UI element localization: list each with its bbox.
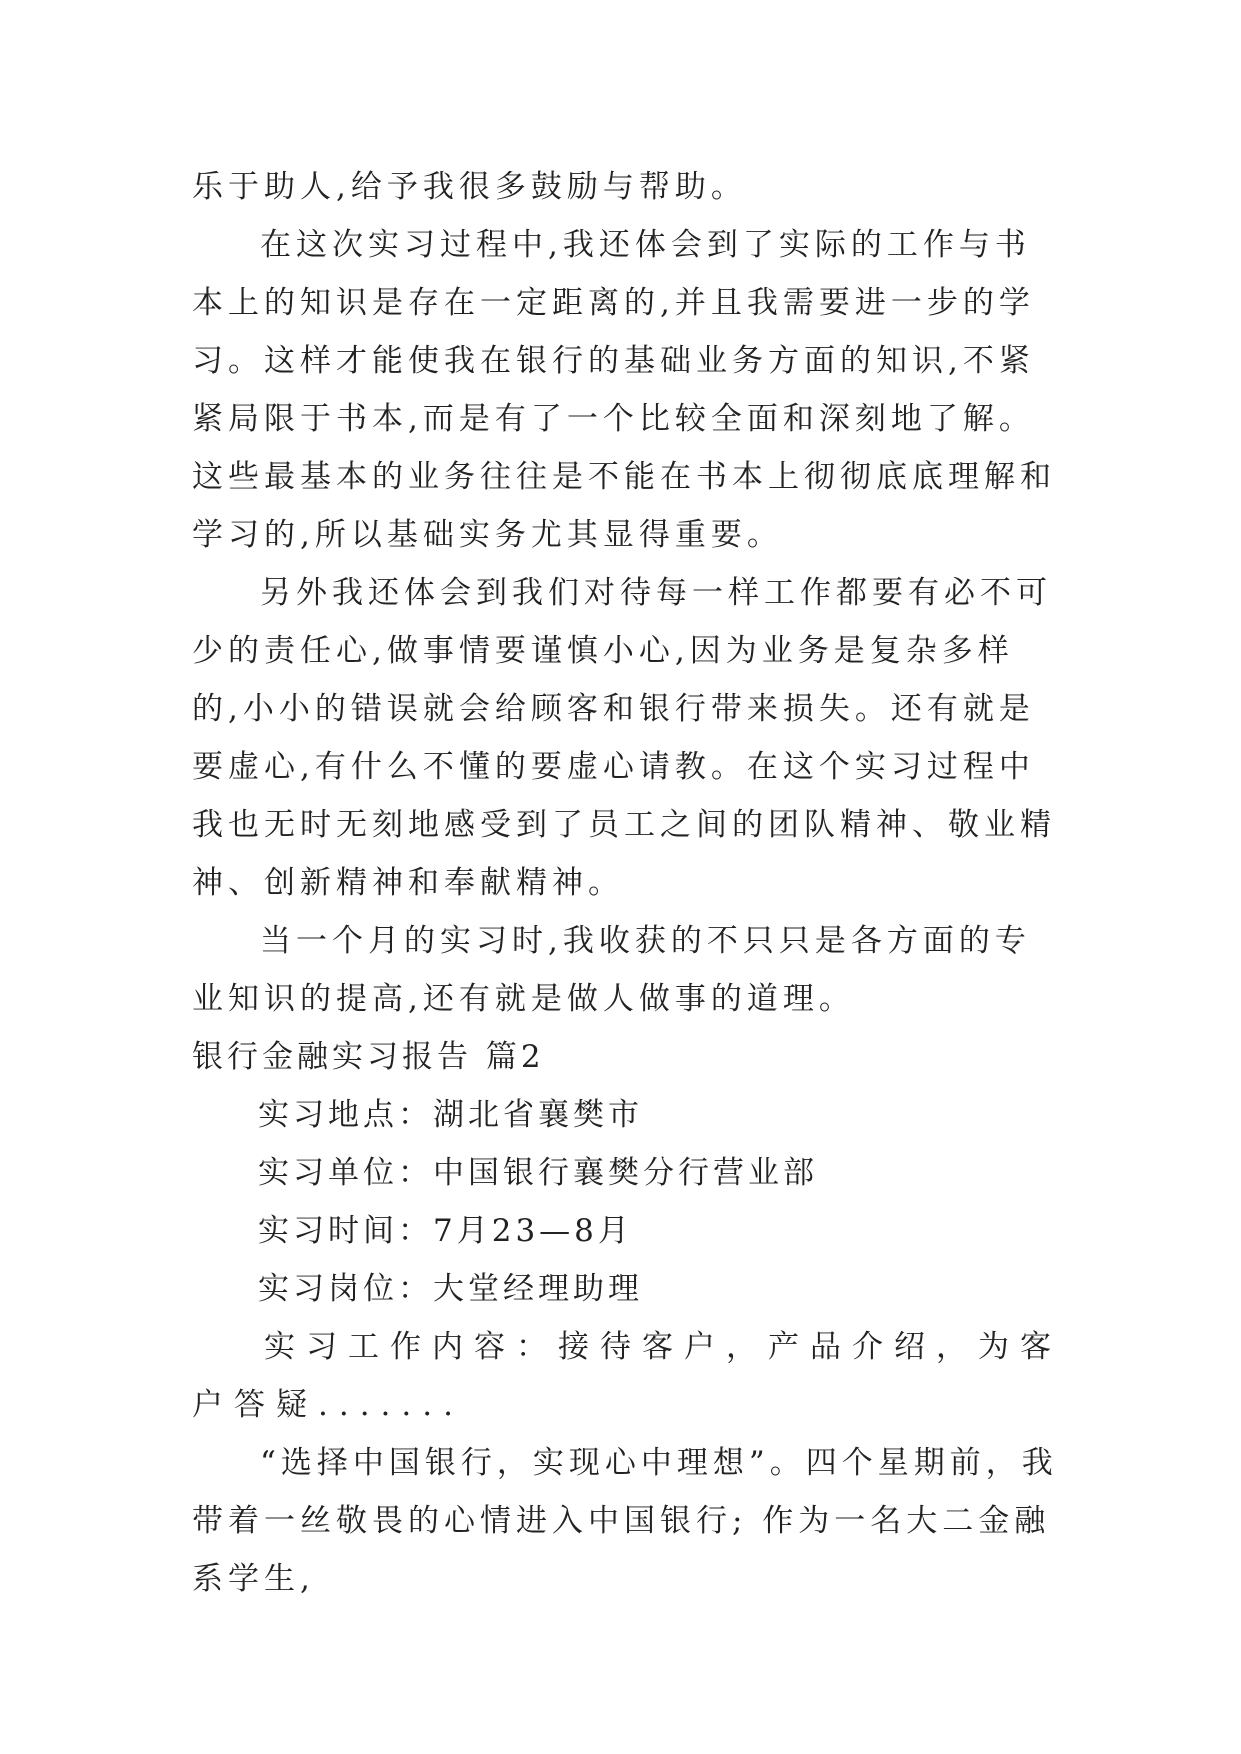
section-title: 银行金融实习报告 篇2 (192, 1039, 545, 1075)
info-unit: 实习单位：中国银行襄樊分行营业部 (258, 1155, 818, 1191)
info-location: 实习地点：湖北省襄樊市 (258, 1097, 643, 1133)
info-time: 实习时间：7月23—8月 (258, 1213, 633, 1249)
paragraph-harvest: 当一个月的实习时,我收获的不只只是各方面的专业知识的提高,还有就是做人做事的道理。 (192, 923, 1031, 1017)
info-position: 实习岗位：大堂经理助理 (258, 1271, 643, 1307)
paragraph-book-knowledge: 在这次实习过程中,我还体会到了实际的工作与书本上的知识是存在一定距离的,并且我需要进一步的学习。这样才能使我在银行的基础业务方面的知识,不紧紧局限于书本,而是有了一个比较全面和深刻地了解。这些最基本的业务往往是不能在书本上彻彻底底理解和学习的,所以基础实务尤其显得重要。 (192, 227, 1056, 553)
paragraph-closing: “选择中国银行，实现心中理想”。四个星期前，我带着一丝敬畏的心情进入中国银行; 作为一名大二金融系学生, (192, 1445, 1058, 1597)
work-content: 实习工作内容：接待客户，产品介绍，为客户答疑....... (192, 1329, 1062, 1423)
paragraph-continued: 乐于助人,给予我很多鼓励与帮助。 (192, 169, 747, 205)
paragraph-responsibility: 另外我还体会到我们对待每一样工作都要有必不可少的责任心,做事情要谨慎小心,因为业务是复杂多样的,小小的错误就会给顾客和银行带来损失。还有就是要虚心,有什么不懂的要虚心请教。在这个实习过程中我也无时无刻地感受到了员工之间的团队精神、敬业精神、创新精神和奉献精神。 (192, 575, 1056, 901)
